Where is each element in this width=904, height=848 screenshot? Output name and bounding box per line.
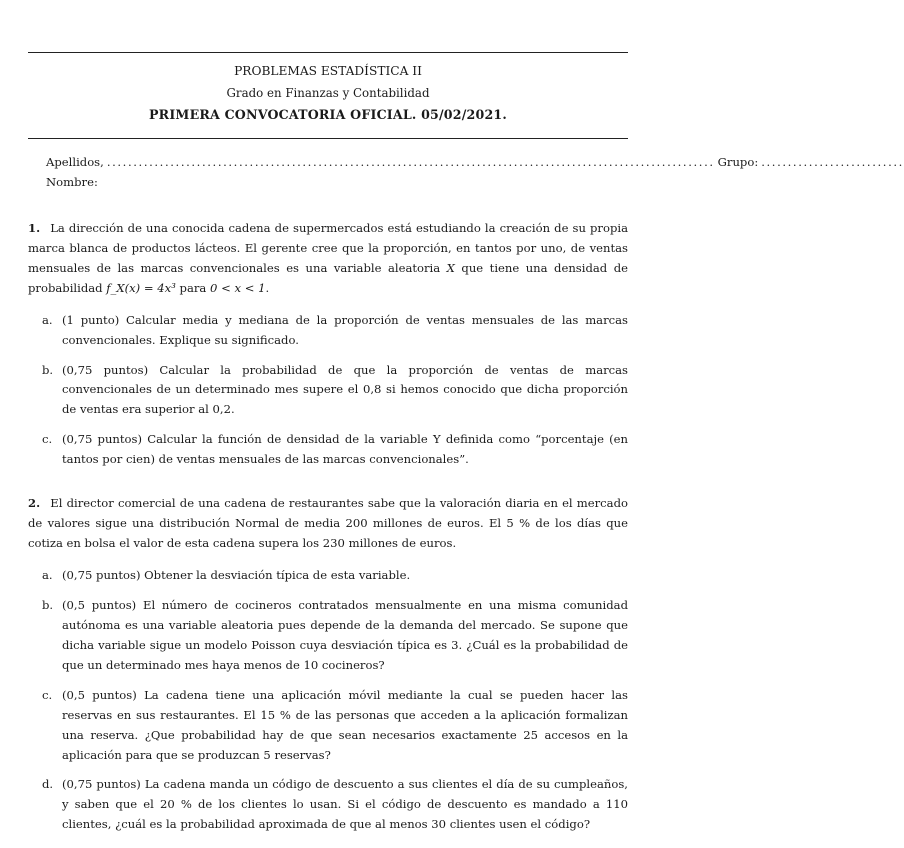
group-label: Grupo: [717,155,759,169]
exam-page [28,0,904,845]
support-range: 0 < x < 1 [210,280,266,295]
item-marker: a. [42,312,53,327]
item-marker: c. [42,687,53,702]
name-label: Apellidos, Nombre: [46,155,104,189]
statement-text: que tiene una densidad de probabilidad [28,260,628,295]
item-text: (0,5 puntos) El número de cocineros contratados mensualmente en una misma comunidad autónoma es una variable aleatoria pues depende de la demanda del mercado. Se supone que dicha variable sigue un modelo Poisson cuya desviación típica es 3. ¿Cuál es la probabilidad de que un determinado mes haya menos de 10 cocineros? [62,597,628,672]
problem-number: 1. [28,220,41,235]
list-item [28,430,628,470]
problem-1-items [28,311,628,471]
exam-header [28,53,628,131]
list-item [28,566,628,586]
problem-1 [28,219,628,470]
list-item [28,361,628,421]
item-text: (0,75 puntos) La cadena manda un código de descuento a sus clientes el día de su cumpleaños, y saben que el 20 % de los clientes lo usan. Si el código de descuento es mandado a 110 clientes, ¿cuál es la probabilidad aproximada de que al menos 30 clientes usen el código? [62,777,628,832]
statement-text: . [265,280,270,295]
item-text: (0,75 puntos) Calcular la función de densidad de la variable Y definida como “porcentaje (en tantos por cien) de ventas mensuales de las marcas convencionales”. [62,432,628,467]
list-item [28,311,628,351]
problem-2 [28,494,628,835]
statement-text: La dirección de una conocida cadena de supermercados está estudiando la creación de su propia marca blanca de productos lácteos. El gerente cree que la proporción, en tantos por uno, de ventas mensuales de las marcas convencionales es una variable aleatoria [28,220,629,275]
item-marker: a. [42,568,53,582]
exam-session-title: PRIMERA CONVOCATORIA OFICIAL. 05/02/2021. [149,107,507,122]
density-formula: f_X(x) = 4x³ [106,280,176,295]
item-marker: d. [42,777,54,792]
item-text: (0,75 puntos) Obtener la desviación típica de esta variable. [62,568,411,582]
item-text: (0,75 puntos) Calcular la probabilidad de que la proporción de ventas de marcas convencionales de un determinado mes supere el 0,8 si hemos conocido que dicha proporción de ventas era superior al 0,2. [62,362,628,417]
list-item [28,596,628,676]
problem-number: 2. [28,496,41,511]
list-item [28,686,628,766]
group-fill-dots: ........................... [761,155,904,169]
bottom-rule [28,138,628,139]
item-marker: c. [42,432,53,447]
problem-2-statement [28,494,628,554]
statement-text: El director comercial de una cadena de restaurantes sabe que la valoración diaria en el mercado de valores sigue una distribución Normal de media 200 millones de euros. El 5 % de los días que cotiza en bolsa el valor de esta cadena supera los 230 millones de euros. [28,496,628,551]
name-fill-dots: ................................................................................................................... [106,155,715,169]
problem-2-items [28,566,628,835]
statement-text: para [175,280,211,295]
item-marker: b. [42,362,54,377]
course-title: PROBLEMAS ESTADÍSTICA II [234,64,422,78]
variable-x: X [446,260,455,275]
problem-1-statement [28,219,628,299]
degree-name: Grado en Finanzas y Contabilidad [226,86,430,100]
item-text: (1 punto) Calcular media y mediana de la proporción de ventas mensuales de las marcas convencionales. Explique su significado. [62,312,628,347]
list-item [28,775,628,835]
item-marker: b. [42,597,54,612]
student-info-line [28,153,904,193]
item-text: (0,5 puntos) La cadena tiene una aplicación móvil mediante la cual se pueden hacer las reservas en sus restaurantes. El 15 % de las personas que acceden a la aplicación formalizan una reserva. ¿Que probabilidad hay de que sean necesarios exactamente 25 accesos en la aplicación para que se produzcan 5 reservas? [62,687,628,762]
